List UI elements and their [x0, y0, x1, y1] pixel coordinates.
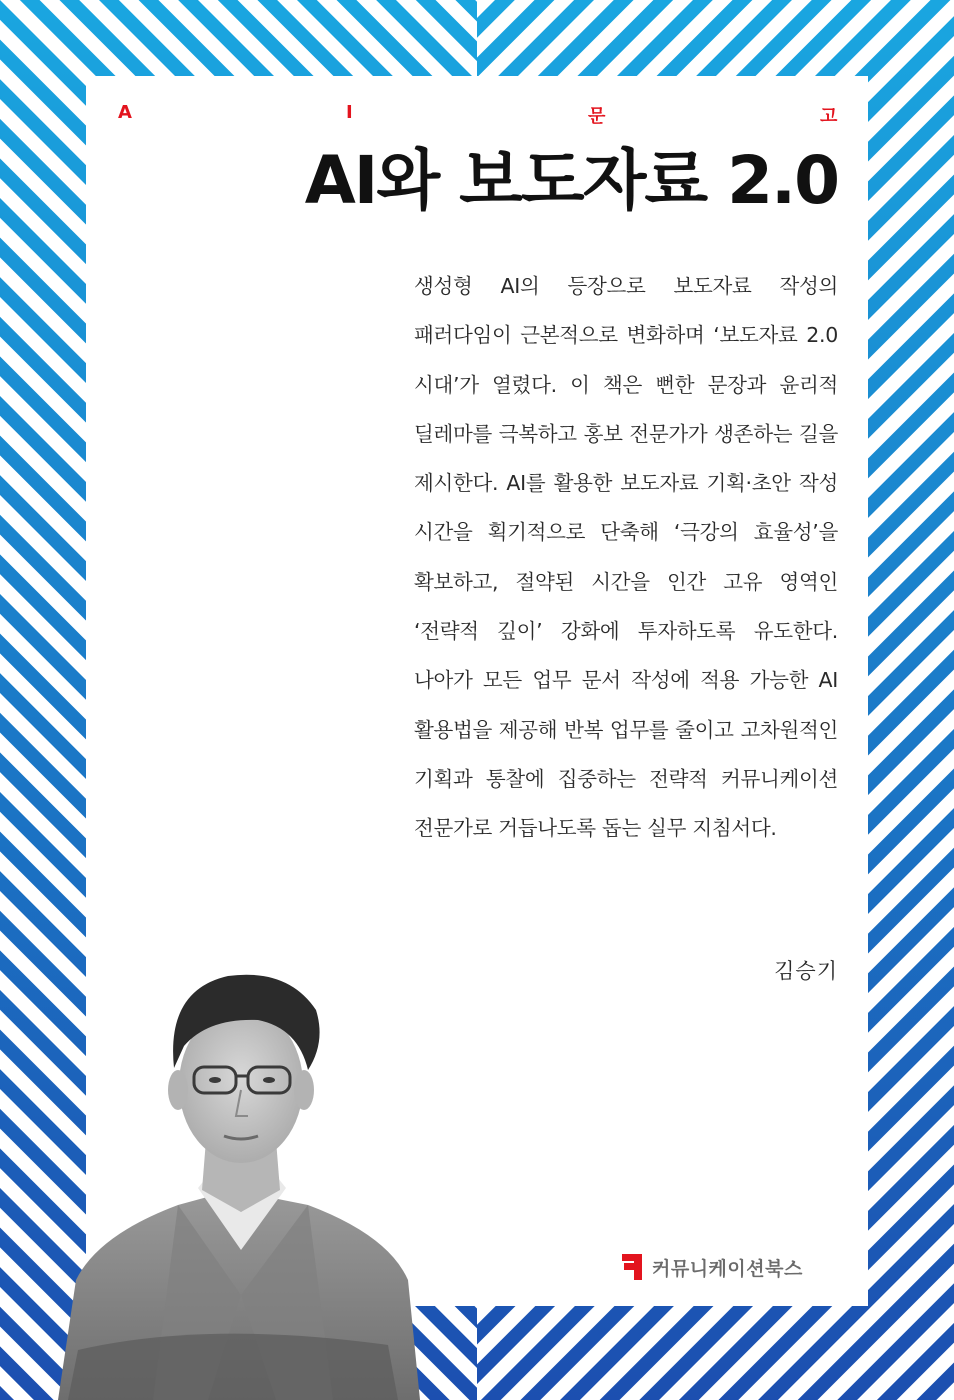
book-title: AI와 보도자료 2.0 [304, 142, 838, 219]
series-label-letter: I [346, 102, 353, 123]
author-name: 김승기 [774, 959, 838, 983]
series-label-letter: A [118, 102, 132, 123]
series-label-letter: 문 [588, 106, 606, 127]
publisher-logo [620, 1252, 803, 1282]
book-description: 생성형 AI의 등장으로 보도자료 작성의 패러다임이 근본적으로 변화하며 ‘보도자료 2.0 시대’가 열렸다. 이 책은 뻔한 문장과 윤리적 딜레마를 극복하고 홍보 전문가가 생존하는 길을 제시한다. AI를 활용한 보도자료 기획·초안 작성 시간을 획기적으로 단축해 ‘극강의 효율성’을 확보하고, 절약된 시간을 인간 고유 영역인 ‘전략적 깊이’ 강화에 투자하도록 유도한다. 나아가 모든 업무 문서 작성에 적용 가능한 AI 활용법을 제공해 반복 업무를 줄이고 고차원적인 기획과 통찰에 집중하는 전략적 커뮤니케이션 전문가로 거듭나도록 돕는 실무 지침서다. [414, 274, 838, 841]
publisher-logo-icon [620, 1252, 644, 1282]
series-label [118, 102, 838, 126]
publisher-name: 커뮤니케이션북스 [652, 1257, 803, 1280]
author-portrait [58, 950, 428, 1400]
series-label-letter: 고 [820, 106, 838, 127]
